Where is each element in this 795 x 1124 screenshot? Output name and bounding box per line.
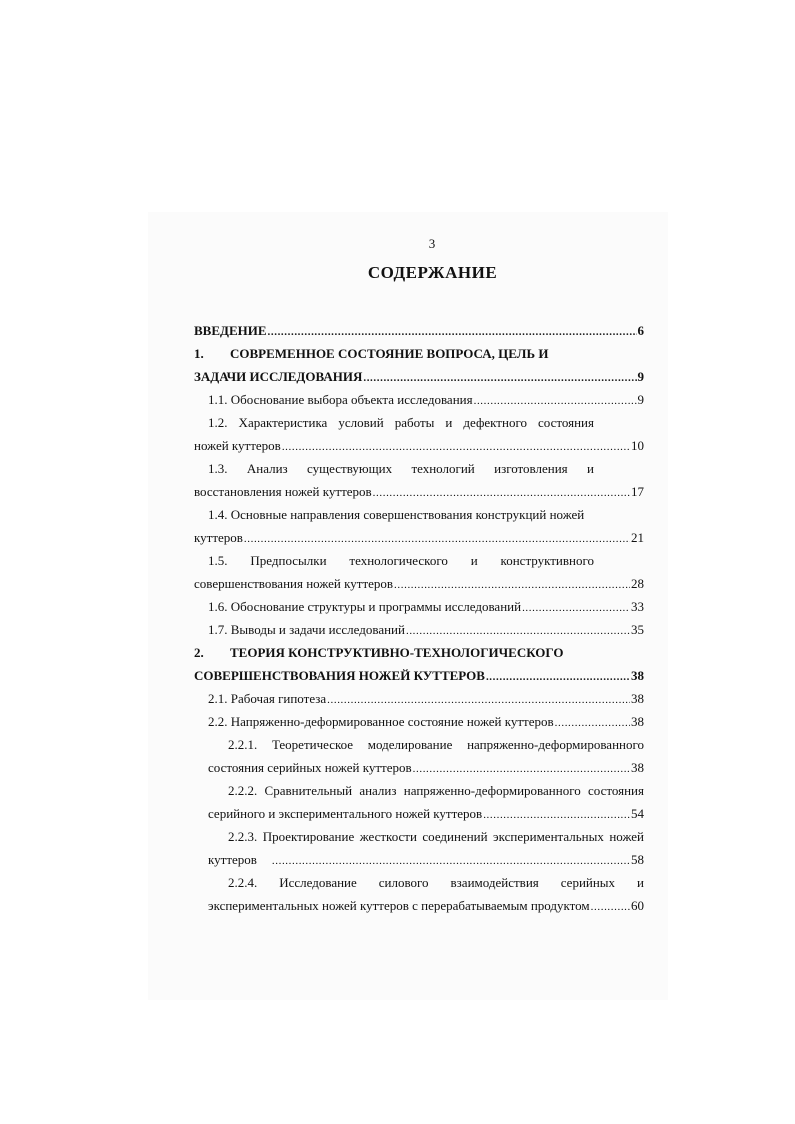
toc-entry-1-5-line2[interactable] (194, 573, 644, 595)
toc-entry-1-2-line1[interactable] (208, 412, 594, 434)
toc-entry-text: совершенствования ножей куттеров (194, 576, 394, 591)
toc-entry-text: ножей куттеров (194, 438, 281, 453)
page-title: СОДЕРЖАНИЕ (367, 263, 498, 282)
toc-entry-text: ВВЕДЕНИЕ (194, 323, 267, 338)
page-number: 3 (428, 236, 436, 251)
toc-entry-text: ТЕОРИЯ КОНСТРУКТИВНО-ТЕХНОЛОГИЧЕСКОГО (230, 645, 564, 660)
toc-entry-1-4-line2[interactable] (194, 527, 644, 549)
toc-entry-2-2-1-line1[interactable] (228, 734, 644, 756)
toc-entry-1-4-line1[interactable] (208, 504, 594, 526)
toc-entry-2-2-2-line1[interactable] (228, 780, 644, 802)
toc-entry-2-2-1-line2[interactable] (208, 757, 644, 779)
dot-leader (413, 758, 630, 780)
toc-entry-intro[interactable] (194, 320, 644, 342)
toc-page: 54 (631, 806, 644, 821)
dot-leader (486, 666, 630, 688)
toc-entry-text: 2.1. Рабочая гипотеза (208, 691, 327, 706)
toc-entry-text: 1.5. Предпосылки технологического и конструктивного (208, 553, 594, 568)
dot-leader (555, 712, 630, 734)
toc-chapter-2-line1[interactable] (194, 642, 644, 664)
toc-entry-1-6[interactable] (208, 596, 644, 618)
toc-entry-1-5-line1[interactable] (208, 550, 594, 572)
toc-entry-text: ЗАДАЧИ ИССЛЕДОВАНИЯ (194, 369, 363, 384)
toc-page: 60 (631, 898, 644, 913)
toc-entry-1-3-line2[interactable] (194, 481, 644, 503)
dot-leader (522, 597, 630, 619)
dot-leader (363, 367, 636, 389)
toc-entry-1-2-line2[interactable] (194, 435, 644, 457)
toc-page: 38 (631, 691, 644, 706)
toc-entry-text: 2.2.1. Теоретическое моделирование напряженно-деформированного (228, 737, 644, 752)
toc-entry-text: состояния серийных ножей куттеров (208, 760, 412, 775)
toc-page: 10 (631, 438, 644, 453)
dot-leader (282, 436, 630, 458)
chapter-number: 2. (194, 645, 204, 660)
toc-entry-text: куттеров (194, 530, 243, 545)
toc-entry-text: 2.2. Напряженно-деформированное состояние ножей куттеров (208, 714, 554, 729)
toc-chapter-2-line2[interactable] (194, 665, 644, 687)
dot-leader (406, 620, 630, 642)
dot-leader (268, 321, 637, 343)
toc-entry-1-7[interactable] (208, 619, 644, 641)
toc-entry-2-2-2-line2[interactable] (208, 803, 644, 825)
toc-entry-text: 1.2. Характеристика условий работы и дефектного состояния (208, 415, 594, 430)
toc-entry-text: 2.2.2. Сравнительный анализ напряженно-деформированного состояния (228, 783, 644, 798)
toc-page: 28 (631, 576, 644, 591)
toc-page: 9 (637, 392, 644, 407)
toc-entry-text: экспериментальных ножей куттеров с перерабатываемым продуктом (208, 898, 590, 913)
toc-page: 9 (637, 369, 644, 384)
toc-entry-text: СОВРЕМЕННОЕ СОСТОЯНИЕ ВОПРОСА, ЦЕЛЬ И (230, 346, 549, 361)
toc-entry-2-2-3-line1[interactable] (228, 826, 644, 848)
toc-entry-text: 1.6. Обоснование структуры и программы исследований (208, 599, 522, 614)
toc-page: 33 (631, 599, 644, 614)
toc-entry-2-2-4-line2[interactable] (208, 895, 644, 917)
toc-page: 38 (631, 668, 644, 683)
dot-leader (591, 896, 630, 918)
toc-page: 21 (631, 530, 644, 545)
dot-leader (394, 574, 630, 596)
toc-page: 38 (631, 714, 644, 729)
toc-entry-text: 1.1. Обоснование выбора объекта исследования (208, 392, 473, 407)
toc-page: 58 (631, 852, 644, 867)
toc-entry-text: 1.4. Основные направления совершенствования конструкций ножей (208, 507, 585, 522)
toc-entry-2-2-3-line2[interactable] (208, 849, 644, 871)
toc-entry-text: куттеров (208, 852, 257, 867)
toc-page: 38 (631, 760, 644, 775)
toc-entry-1-1[interactable] (208, 389, 644, 411)
toc-page: 6 (637, 323, 644, 338)
dot-leader (272, 850, 630, 872)
dot-leader (483, 804, 630, 826)
toc-page: 35 (631, 622, 644, 637)
toc-entry-text: 2.2.4. Исследование силового взаимодействия серийных и (228, 875, 644, 890)
toc-page: 17 (631, 484, 644, 499)
dot-leader (244, 528, 630, 550)
chapter-number: 1. (194, 346, 204, 361)
toc-entry-1-3-line1[interactable] (208, 458, 594, 480)
toc-entry-2-2-4-line1[interactable] (228, 872, 644, 894)
toc-entry-2-1[interactable] (208, 688, 644, 710)
dot-leader (327, 689, 630, 711)
toc-entry-text: СОВЕРШЕНСТВОВАНИЯ НОЖЕЙ КУТТЕРОВ (194, 668, 485, 683)
toc-entry-text: 1.3. Анализ существующих технологий изготовления и (208, 461, 594, 476)
toc-entry-text: восстановления ножей куттеров (194, 484, 372, 499)
toc-entry-2-2[interactable] (208, 711, 644, 733)
toc-chapter-1-line1[interactable] (194, 343, 644, 365)
toc-entry-text: серийного и экспериментального ножей куттеров (208, 806, 483, 821)
dot-leader (373, 482, 630, 504)
toc-chapter-1-line2[interactable] (194, 366, 644, 388)
dot-leader (474, 390, 637, 412)
toc-entry-text: 1.7. Выводы и задачи исследований (208, 622, 405, 637)
toc-entry-text: 2.2.3. Проектирование жесткости соединений экспериментальных ножей (228, 829, 644, 844)
